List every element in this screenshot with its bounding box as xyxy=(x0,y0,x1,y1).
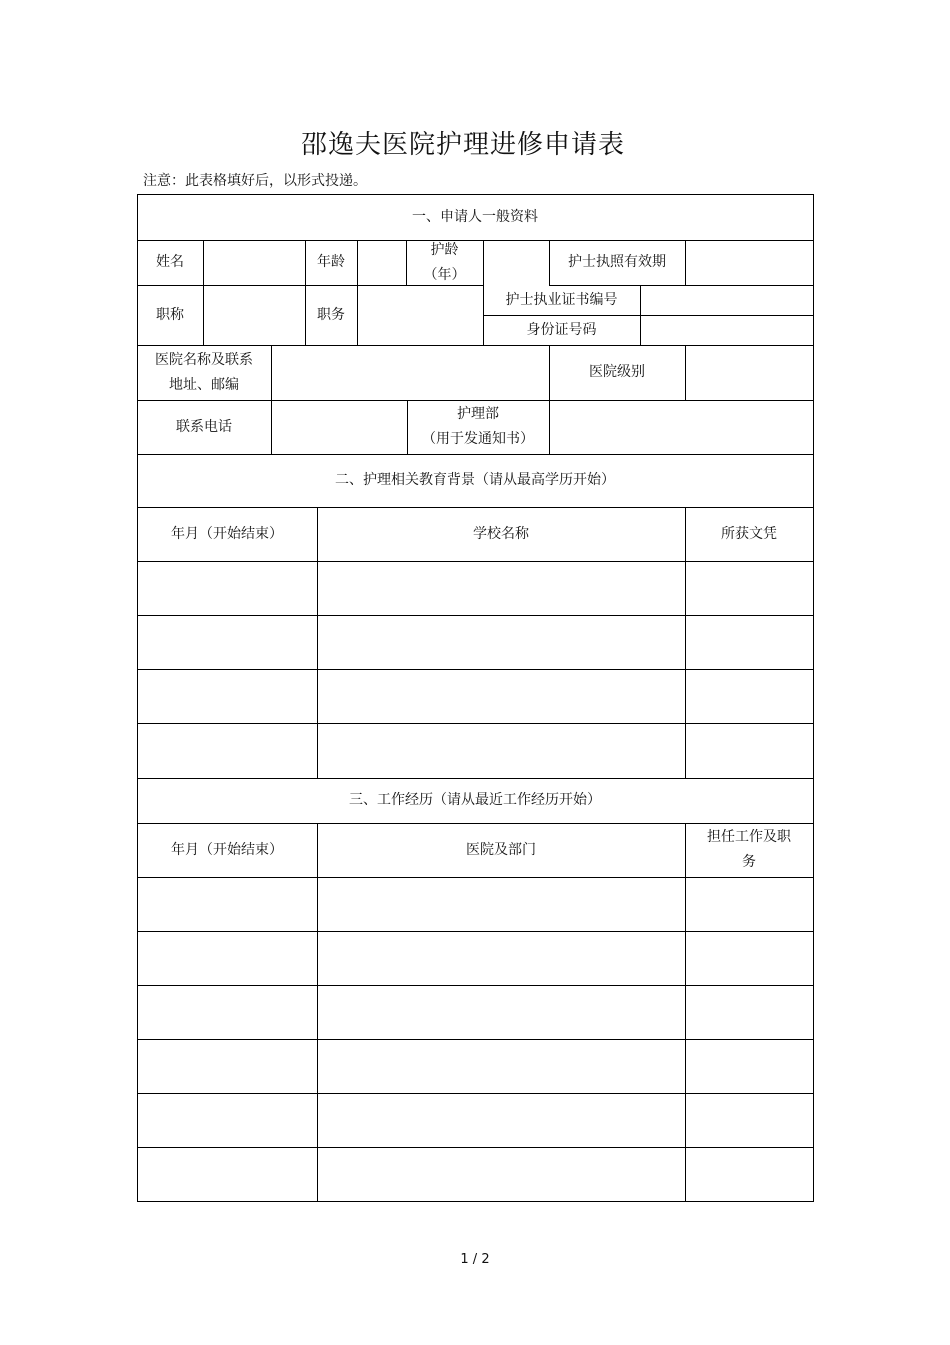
work-row-3-col-2[interactable] xyxy=(317,985,685,1039)
nursing-dept-note: （用于发通知书） xyxy=(422,431,534,447)
title-field[interactable] xyxy=(203,285,305,345)
table-rule xyxy=(407,400,408,455)
edu-col-diploma: 所获文凭 xyxy=(721,525,777,542)
table-rule xyxy=(640,285,641,346)
table-rule xyxy=(483,240,484,286)
table-rule xyxy=(137,561,814,562)
nursing-age-unit: （年） xyxy=(423,266,466,283)
table-rule xyxy=(137,985,814,986)
nursing-age-field[interactable] xyxy=(483,240,549,285)
hospital-label-line2: 地址、邮编 xyxy=(169,376,239,393)
nursing-age-label-text: 护龄 xyxy=(430,241,459,258)
form-title: 邵逸夫医院护理进修申请表 xyxy=(300,130,625,160)
table-rule xyxy=(271,400,272,455)
table-border-bottom xyxy=(137,1201,814,1202)
edu-row-4-col-3[interactable] xyxy=(685,723,813,777)
table-rule xyxy=(357,285,358,346)
work-row-1-col-3[interactable] xyxy=(685,877,813,931)
nursing-dept-label xyxy=(407,400,549,454)
table-rule xyxy=(137,723,814,724)
work-col-hospital: 医院及部门 xyxy=(466,841,536,858)
work-col-duty-line1: 担任工作及职 xyxy=(707,829,791,845)
edu-row-2-col-1[interactable] xyxy=(137,615,317,669)
phone-field[interactable] xyxy=(271,400,407,454)
edu-row-1-col-2[interactable] xyxy=(317,561,685,615)
title-label: 职称 xyxy=(156,306,184,323)
hospital-label-line1: 医院名称及联系 xyxy=(155,351,253,368)
table-rule xyxy=(549,240,550,286)
table-rule xyxy=(685,240,686,286)
edu-row-1-col-1[interactable] xyxy=(137,561,317,615)
work-row-5-col-3[interactable] xyxy=(685,1093,813,1147)
edu-col-period: 年月（开始结束） xyxy=(171,525,283,542)
age-field[interactable] xyxy=(357,240,406,285)
table-rule xyxy=(137,778,814,779)
table-rule xyxy=(137,1039,814,1040)
license-validity-field[interactable] xyxy=(685,240,813,285)
table-rule xyxy=(137,1093,814,1094)
edu-row-3-col-2[interactable] xyxy=(317,669,685,723)
table-rule xyxy=(137,615,814,616)
work-row-3-col-1[interactable] xyxy=(137,985,317,1039)
nursing-dept-label-text: 护理部 xyxy=(457,406,499,422)
work-row-2-col-1[interactable] xyxy=(137,931,317,985)
table-rule xyxy=(483,315,814,316)
edu-col-school: 学校名称 xyxy=(473,525,529,542)
section2-header: 二、护理相关教育背景（请从最高学历开始） xyxy=(335,472,615,488)
age-label: 年龄 xyxy=(317,254,345,270)
phone-label: 联系电话 xyxy=(176,418,232,435)
table-rule xyxy=(406,240,407,286)
work-row-4-col-2[interactable] xyxy=(317,1039,685,1093)
table-rule xyxy=(137,507,814,508)
work-col-duty xyxy=(685,823,813,877)
hospital-label xyxy=(137,345,271,400)
nursing-dept-field[interactable] xyxy=(549,400,813,454)
table-rule xyxy=(685,345,686,401)
id-number-label: 身份证号码 xyxy=(526,321,597,338)
table-rule xyxy=(137,669,814,670)
table-rule xyxy=(549,285,814,286)
form-note: 注意：此表格填好后，以形式投递。 xyxy=(143,173,367,189)
table-rule xyxy=(317,823,318,1202)
table-rule xyxy=(137,345,814,346)
edu-row-2-col-2[interactable] xyxy=(317,615,685,669)
edu-row-4-col-1[interactable] xyxy=(137,723,317,777)
table-rule xyxy=(137,1147,814,1148)
table-rule xyxy=(137,823,814,824)
name-field[interactable] xyxy=(203,240,305,285)
work-col-period: 年月（开始结束） xyxy=(171,841,283,858)
table-rule xyxy=(137,877,814,878)
table-rule xyxy=(685,823,686,1202)
page-number: 1 / 2 xyxy=(460,1252,490,1267)
edu-row-1-col-3[interactable] xyxy=(685,561,813,615)
work-row-6-col-2[interactable] xyxy=(317,1147,685,1201)
work-row-2-col-2[interactable] xyxy=(317,931,685,985)
cert-number-field[interactable] xyxy=(640,285,813,315)
nursing-age-label xyxy=(406,240,483,285)
table-rule xyxy=(549,400,550,455)
table-rule xyxy=(203,285,204,346)
license-validity-label: 护士执照有效期 xyxy=(568,254,666,270)
work-row-4-col-1[interactable] xyxy=(137,1039,317,1093)
table-rule xyxy=(271,345,272,401)
edu-row-2-col-3[interactable] xyxy=(685,615,813,669)
table-rule xyxy=(305,285,306,346)
position-field[interactable] xyxy=(357,285,483,345)
table-rule xyxy=(137,400,814,401)
work-row-1-col-1[interactable] xyxy=(137,877,317,931)
work-row-2-col-3[interactable] xyxy=(685,931,813,985)
table-rule xyxy=(137,240,814,241)
table-border-top xyxy=(137,194,814,195)
table-rule xyxy=(483,285,484,346)
work-row-5-col-1[interactable] xyxy=(137,1093,317,1147)
table-rule xyxy=(357,240,358,286)
hospital-field[interactable] xyxy=(271,345,549,400)
work-row-4-col-3[interactable] xyxy=(685,1039,813,1093)
name-label: 姓名 xyxy=(156,254,184,270)
table-rule xyxy=(305,240,306,286)
work-col-duty-line2: 务 xyxy=(742,854,756,870)
edu-row-4-col-2[interactable] xyxy=(317,723,685,777)
position-label: 职务 xyxy=(317,306,345,323)
table-rule xyxy=(685,507,686,779)
work-row-6-col-3[interactable] xyxy=(685,1147,813,1201)
table-rule xyxy=(549,345,550,401)
cert-number-label: 护士执业证书编号 xyxy=(505,291,618,308)
section3-header: 三、工作经历（请从最近工作经历开始） xyxy=(349,792,601,808)
edu-row-3-col-3[interactable] xyxy=(685,669,813,723)
work-row-3-col-3[interactable] xyxy=(685,985,813,1039)
work-row-5-col-2[interactable] xyxy=(317,1093,685,1147)
work-row-6-col-1[interactable] xyxy=(137,1147,317,1201)
hospital-level-label: 医院级别 xyxy=(589,364,645,380)
table-rule xyxy=(137,931,814,932)
table-rule xyxy=(137,454,814,455)
table-rule xyxy=(203,240,204,286)
id-number-field[interactable] xyxy=(640,315,813,345)
work-row-1-col-2[interactable] xyxy=(317,877,685,931)
edu-row-3-col-1[interactable] xyxy=(137,669,317,723)
section1-header: 一、申请人一般资料 xyxy=(412,208,538,225)
table-rule xyxy=(317,507,318,779)
table-rule xyxy=(137,285,484,286)
hospital-level-field[interactable] xyxy=(685,345,813,400)
